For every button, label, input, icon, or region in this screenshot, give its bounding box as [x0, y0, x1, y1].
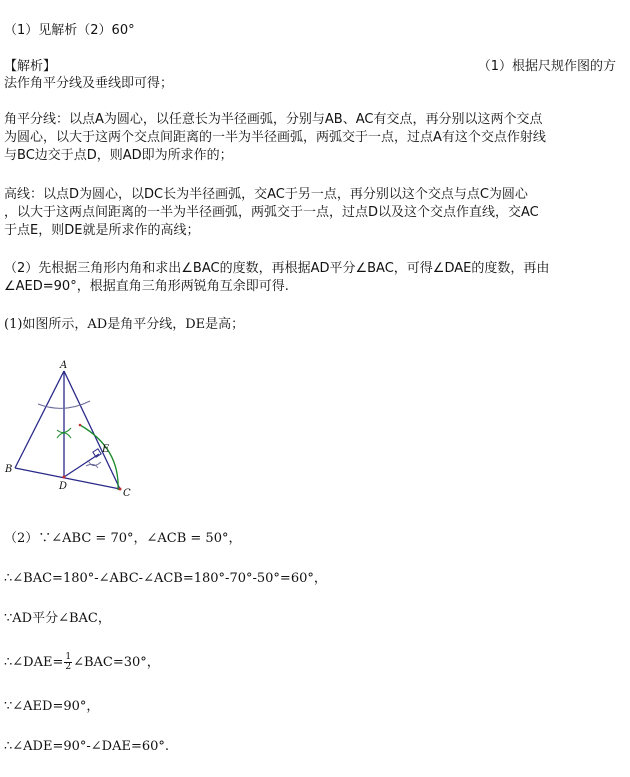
altitude-line-3: 于点E，则DE就是所求作的高线； [4, 223, 200, 238]
altitude-line-1: 高线：以点D为圆心，以DC长为半径画弧，交AC于另一点，再分别以这个交点与点C为圆心 [4, 187, 528, 202]
answer-line: （1）见解析（2）60° [4, 23, 135, 38]
solution-step-3: ∵AD平分∠BAC， [4, 611, 111, 626]
analysis-intro-right: （1）根据尺规作图的方 [477, 59, 616, 74]
part2-analysis-line-1: （2）先根据三角形内角和求出∠BAC的度数，再根据AD平分∠BAC，可得∠DAE的度数，再由 [4, 261, 550, 276]
side-ab [15, 371, 64, 468]
solution-step-4 [4, 653, 160, 672]
side-bc [15, 468, 120, 489]
point-mark-ac [79, 424, 82, 427]
solution-part1: (1)如图所示，AD是角平分线，DE是高； [4, 317, 245, 332]
step4-prefix: ∴∠DAE= [4, 655, 64, 670]
bisector-line-1: 角平分线：以点A为圆心，以任意长为半径画弧，分别与AB、AC有交点，再分别以这两个交点 [4, 112, 543, 127]
solution-step-2: ∴∠BAC=180°-∠ABC-∠ACB=180°-70°-50°=60°， [4, 571, 327, 586]
solution-step-5: ∵∠AED=90°， [4, 699, 100, 714]
analysis-tag: 【解析】 [4, 59, 57, 74]
solution-step-1: （2）∵∠ABC = 70°，∠ACB = 50°， [4, 531, 242, 546]
construction-figure [2, 358, 162, 508]
solution-step-6: ∴∠ADE=90°-∠DAE=60°. [4, 739, 170, 754]
part2-analysis-line-2: ∠AED=90°，根据直角三角形两锐角互余即可得. [4, 279, 289, 294]
label-b: B [5, 464, 13, 475]
analysis-intro-cont: 法作角平分线及垂线即可得； [4, 76, 174, 91]
point-c-mark [119, 488, 122, 491]
arc-marks-e [86, 460, 101, 468]
label-d: D [59, 481, 68, 492]
altitude-line-2: ，以大于这两点间距离的一半为半径画弧，两弧交于一点，过点D以及这个交点作直线，交AC [4, 205, 539, 220]
label-c: C [123, 488, 131, 499]
bisector-line-3: 与BC边交于点D，则AD即为所求作的； [4, 148, 233, 163]
point-d-mark [63, 476, 66, 479]
one-half-fraction: $\frac{1}{2}$ [65, 652, 72, 672]
label-a: A [60, 360, 68, 371]
bisector-line-2: 为圆心，以大于这两个交点间距离的一半为半径画弧，两弧交于一点，过点A有这个交点作射线 [4, 130, 546, 145]
arc-at-d [80, 425, 118, 490]
step4-suffix: ∠BAC=30°， [73, 655, 160, 670]
label-e: E [102, 444, 110, 455]
